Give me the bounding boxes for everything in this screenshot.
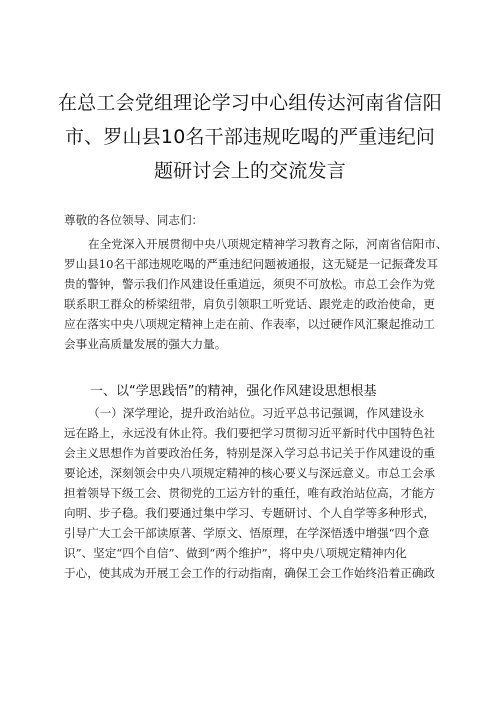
salutation-text: 尊敬的各位领导、同志们： (64, 213, 204, 227)
intro-line: 应在落实中央八项规定精神上走在前、作表率，以过硬作风汇聚起推动工 (64, 317, 436, 331)
section-1-line: 向明、步子稳。我们要通过集中学习、专题研讨、个人自学等多种形式， (64, 506, 436, 520)
intro-line: 会事业高质量发展的强大力量。 (64, 337, 227, 351)
title-line-2: 市、罗山县10名干部违规吃喝的严重违纪问 (64, 126, 436, 148)
section-1-line: 担着领导下级工会、贯彻党的工运方针的重任，唯有政治站位高，才能方 (64, 486, 436, 500)
salutation (64, 210, 436, 230)
intro-paragraph (64, 234, 448, 354)
section-1-line: 会主义思想作为首要政治任务，特别是深入学习总书记关于作风建设的重 (64, 446, 436, 460)
intro-line: 罗山县10名干部违规吃喝的严重违纪问题被通报，这无疑是一记振聋发耳 (64, 257, 439, 271)
section-1-line: 要论述，深刻领会中央八项规定精神的核心要义与深远意义。市总工会承 (64, 466, 436, 480)
intro-text (64, 234, 448, 354)
title-line-3: 题研讨会上的交流发言 (153, 160, 346, 182)
section-1-paragraph (64, 403, 436, 583)
intro-line: 联系职工群众的桥梁纽带，肩负引领职工听党话、跟党走的政治使命，更 (64, 297, 436, 311)
section-1-line: 引导广大工会干部读原著、学原文、悟原理，在学深悟透中增强“四个意 (64, 526, 430, 540)
intro-line: 在全党深入开展贯彻中央八项规定精神学习教育之际，河南省信阳市、 (88, 237, 448, 251)
intro-line: 贵的警钟，警示我们作风建设任重道远，须臾不可放松。市总工会作为党 (64, 277, 436, 291)
section-1-text (64, 403, 436, 583)
section-1-heading (90, 380, 462, 399)
section-1-line: 远在路上，永远没有休止符。我们要把学习贯彻习近平新时代中国特色社 (64, 426, 436, 440)
section-1-heading-text: 一、以“学思践悟”的精神，强化作风建设思想根基 (90, 384, 377, 399)
salutation-block (64, 210, 436, 230)
section-1-line: 于心，使其成为开展工会工作的行动指南，确保工会工作始终沿着正确政 (64, 566, 436, 580)
section-1-line: （一）深学理论，提升政治站位。习近平总书记强调，作风建设永 (88, 406, 425, 420)
section-1-line: 识”、坚定“四个自信”、做到“两个维护”，将中央八项规定精神内化 (64, 546, 407, 560)
title-line-1: 在总工会党组理论学习中心组传达河南省信阳 (57, 92, 442, 114)
document-title (40, 86, 460, 188)
